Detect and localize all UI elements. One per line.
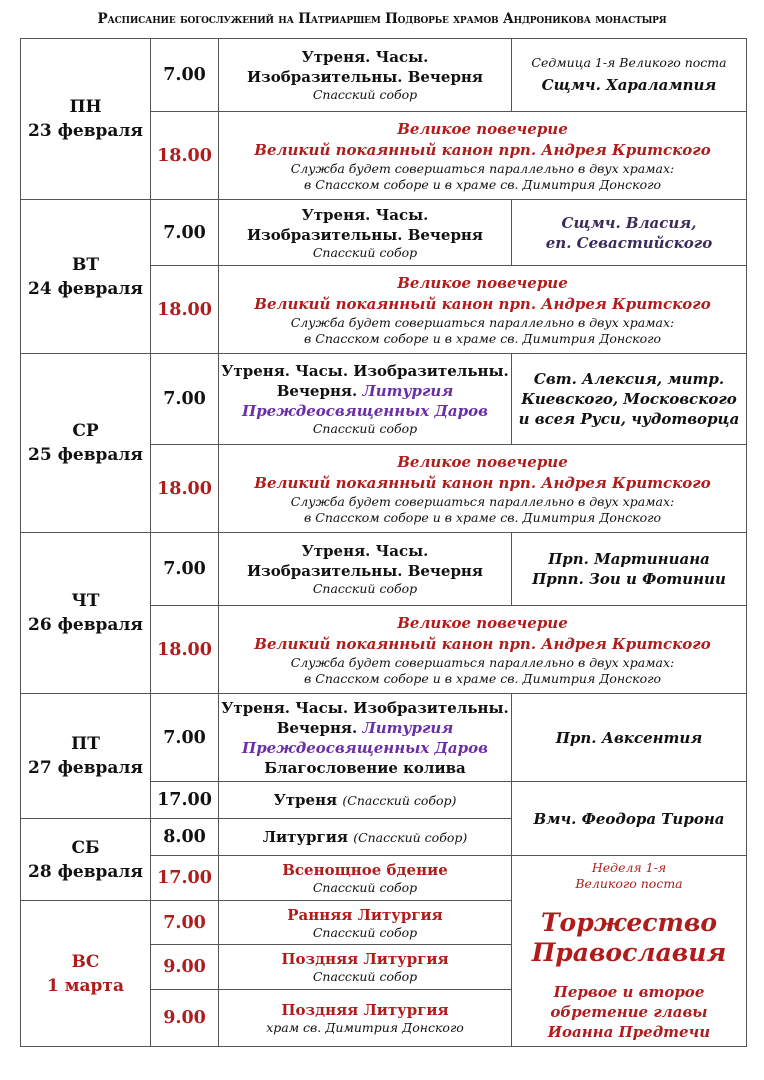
service-location: храм св. Димитрия Донского [266, 1020, 464, 1035]
service-time: 7.00 [151, 533, 219, 606]
service-cell: Утреня. Часы. Изобразительны. Вечерня Спасский собор [219, 200, 512, 266]
day-of-week: СБ [71, 837, 100, 858]
service-cell: Литургия (Спасский собор) [219, 819, 512, 856]
day-date: 27 февраля [28, 758, 143, 778]
day-of-week: ВС [71, 951, 100, 972]
service-cell: Ранняя Литургия Спасский собор [219, 901, 512, 945]
saint-cell: Прп. Авксентия [512, 694, 747, 782]
day-of-week: СР [72, 421, 99, 441]
service-time: 17.00 [151, 856, 219, 901]
saint-cell: Свт. Алексия, митр. Киевского, Московского и всея Руси, чудотворца [512, 354, 747, 445]
day-cell-wed [21, 354, 151, 533]
feast-title: Православия [531, 938, 727, 967]
service-location: Спасский собор [312, 924, 418, 940]
feast-title: Торжество [540, 908, 718, 937]
day-date: 24 февраля [28, 278, 143, 299]
saint-cell: Вмч. Феодора Тирона [512, 782, 747, 856]
compline-cell: Великое повечерие Великий покаянный канон прп. Андрея Критского Служба будет совершаться параллельно в двух храмах: в Спасском соборе и в храме св. Димитрия Донского [219, 266, 747, 354]
service-time: 17.00 [151, 782, 219, 819]
service-time: 9.00 [151, 990, 219, 1047]
saint-cell: Прп. Мартиниана Прпп. Зои и Фотинии [512, 533, 747, 606]
day-date: 23 февраля [28, 121, 143, 141]
day-cell-mon [21, 39, 151, 200]
compline-cell: Великое повечерие Великий покаянный канон прп. Андрея Критского Служба будет совершаться параллельно в двух храмах: в Спасском соборе и в храме св. Димитрия Донского [219, 445, 747, 533]
service-time: 7.00 [151, 354, 219, 445]
compline-cell: Великое повечерие Великий покаянный канон прп. Андрея Критского Служба будет совершаться параллельно в двух храмах: в Спасском соборе и в храме св. Димитрия Донского [219, 606, 747, 694]
service-cell: Поздняя Литургия Спасский собор [219, 945, 512, 990]
service-time: 7.00 [151, 901, 219, 945]
day-of-week: ПН [69, 97, 102, 117]
day-cell-tue [21, 200, 151, 354]
day-date: 26 февраля [28, 615, 143, 635]
feast-cell: Неделя 1-я Великого поста Торжество Православия Первое и второе обретение главы Иоанна Предтечи [512, 856, 747, 1047]
day-cell-fri [21, 694, 151, 819]
service-cell: Утреня. Часы. Изобразительны. Вечерня Спасский собор [219, 39, 512, 112]
saint-cell: Сщмч. Власия, еп. Севастийского [512, 200, 747, 266]
table-row [21, 533, 747, 606]
table-row [21, 354, 747, 445]
table-row [21, 39, 747, 112]
compline-cell: Великое повечерие Великий покаянный канон прп. Андрея Критского Служба будет совершаться параллельно в двух храмах: в Спасском соборе и в храме св. Димитрия Донского [219, 112, 747, 200]
day-of-week: ПТ [71, 734, 100, 754]
table-row [21, 200, 747, 266]
service-time: 7.00 [151, 39, 219, 112]
service-cell: Утреня (Спасский собор) [219, 782, 512, 819]
day-of-week: ЧТ [71, 591, 100, 611]
schedule-table [20, 38, 747, 1047]
service-location: Спасский собор [312, 581, 418, 596]
day-date: 28 февраля [28, 861, 143, 882]
service-location: Спасский собор [312, 880, 418, 895]
service-time: 18.00 [151, 606, 219, 694]
service-time: 18.00 [151, 112, 219, 200]
service-location: Спасский собор [312, 87, 418, 102]
service-location: Спасский собор [312, 244, 418, 260]
service-time: 7.00 [151, 694, 219, 782]
day-of-week: ВТ [71, 254, 100, 275]
saint-cell: Седмица 1-я Великого поста Сщмч. Харалампия [512, 39, 747, 112]
service-cell: Всенощное бдение Спасский собор [219, 856, 512, 901]
table-row [21, 694, 747, 782]
service-cell: Утреня. Часы. Изобразительны. Вечерня. Литургия Преждеосвященных Даров Благословение колива [219, 694, 512, 782]
service-time: 7.00 [151, 200, 219, 266]
service-cell: Утреня. Часы. Изобразительны. Вечерня Спасский собор [219, 533, 512, 606]
service-time: 18.00 [151, 445, 219, 533]
service-location: Спасский собор [312, 969, 418, 984]
day-cell-sun [21, 901, 151, 1047]
service-time: 18.00 [151, 266, 219, 354]
service-cell: Утреня. Часы. Изобразительны. Вечерня. Литургия Преждеосвященных Даров Спасский собор [219, 354, 512, 445]
service-location: Спасский собор [312, 421, 418, 436]
service-time: 9.00 [151, 945, 219, 990]
day-date: 25 февраля [28, 445, 143, 465]
service-time: 8.00 [151, 819, 219, 856]
service-cell: Поздняя Литургия храм св. Димитрия Донского [219, 990, 512, 1047]
day-cell-sat [21, 819, 151, 901]
page-title: Расписание богослужений на Патриаршем Подворье храмов Андроникова монастыря [97, 11, 667, 27]
day-cell-thu [21, 533, 151, 694]
day-date: 1 марта [47, 975, 124, 996]
